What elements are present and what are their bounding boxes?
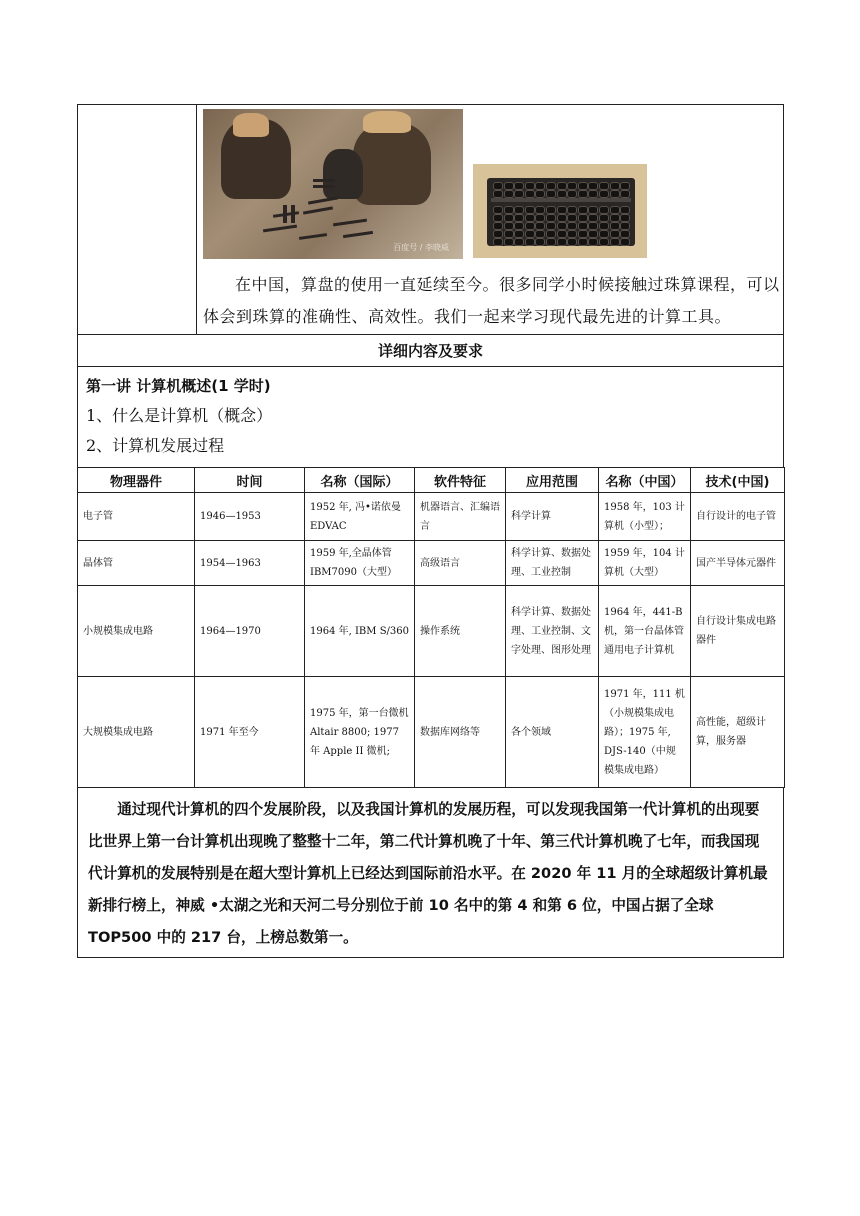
abacus-bead (525, 206, 535, 214)
abacus-bead (514, 206, 524, 214)
abacus-bead (557, 222, 567, 230)
table-header-cell: 名称（国际） (305, 468, 415, 493)
abacus-bead (525, 214, 535, 222)
table-cell: 1954—1963 (195, 541, 305, 586)
abacus-bead (557, 230, 567, 238)
abacus-bead (493, 206, 503, 214)
abacus-bead (535, 214, 545, 222)
abacus-bead (557, 206, 567, 214)
table-cell: 各个领域 (506, 677, 599, 788)
abacus-bead (557, 238, 567, 246)
abacus-bead (493, 182, 503, 190)
abacus-bead (588, 230, 598, 238)
abacus-bead (620, 238, 630, 246)
table-header-cell: 时间 (195, 468, 305, 493)
abacus-bead (578, 230, 588, 238)
table-cell: 科学计算、数据处理、工业控制 (506, 541, 599, 586)
intro-left-cell (78, 105, 197, 334)
table-cell: 自行设计的电子管 (691, 493, 785, 541)
abacus-bead (546, 222, 556, 230)
abacus-bead (610, 222, 620, 230)
abacus-bead (557, 182, 567, 190)
abacus-bead (535, 206, 545, 214)
summary-block (77, 787, 784, 958)
abacus-bead (567, 222, 577, 230)
abacus-bead (588, 214, 598, 222)
table-header-cell: 技术(中国) (691, 468, 785, 493)
document-frame (77, 104, 784, 958)
abacus-bead (493, 190, 503, 198)
abacus-bead (546, 214, 556, 222)
abacus-bead (514, 222, 524, 230)
abacus-bead (610, 190, 620, 198)
intro-row (77, 104, 784, 335)
table-header-cell: 应用范围 (506, 468, 599, 493)
table-cell: 1971 年至今 (195, 677, 305, 788)
table-cell: 1959 年,全晶体管 IBM7090（大型） (305, 541, 415, 586)
abacus-bead (588, 222, 598, 230)
abacus-bead (610, 238, 620, 246)
abacus-bead (535, 230, 545, 238)
abacus-bead (578, 222, 588, 230)
abacus-bead (504, 206, 514, 214)
abacus-bead (557, 190, 567, 198)
abacus-bead (525, 222, 535, 230)
table-cell: 1964 年，441-B 机，第一台晶体管通用电子计算机 (599, 586, 691, 677)
abacus-bead (546, 190, 556, 198)
abacus-bead (504, 190, 514, 198)
computer-history-table (77, 467, 785, 788)
abacus-bead (567, 214, 577, 222)
abacus-bead (599, 206, 609, 214)
abacus-bead (525, 182, 535, 190)
table-cell: 自行设计集成电路器件 (691, 586, 785, 677)
abacus-bead (620, 222, 630, 230)
abacus-bead (525, 230, 535, 238)
abacus-bead (546, 230, 556, 238)
abacus-bead (557, 214, 567, 222)
table-cell: 国产半导体元器件 (691, 541, 785, 586)
abacus-bead (578, 182, 588, 190)
abacus-bead (493, 238, 503, 246)
lecture-item-2: 2、计算机发展过程 (86, 436, 225, 455)
abacus-bead (578, 238, 588, 246)
abacus-bead (620, 190, 630, 198)
abacus-bead (599, 182, 609, 190)
table-cell: 小规模集成电路 (78, 586, 195, 677)
abacus-bead (546, 238, 556, 246)
abacus-bead (610, 230, 620, 238)
table-cell: 1952 年, 冯•诺依曼 EDVAC (305, 493, 415, 541)
lecture-title: 第一讲 计算机概述(1 学时) (86, 377, 271, 395)
abacus-bead (546, 182, 556, 190)
lecture-item-1: 1、什么是计算机（概念） (86, 406, 273, 425)
abacus-bead (504, 214, 514, 222)
table-cell: 科学计算 (506, 493, 599, 541)
abacus-bead (525, 238, 535, 246)
abacus-bead (599, 222, 609, 230)
abacus-bead (588, 190, 598, 198)
abacus-bead (504, 182, 514, 190)
abacus-bead (535, 190, 545, 198)
table-row (78, 493, 785, 541)
summary-paragraph: 通过现代计算机的四个发展阶段，以及我国计算机的发展历程，可以发现我国第一代计算机的出现要比世界上第一台计算机出现晚了整整十二年，第二代计算机晚了十年、第三代计算机晚了七年，而我国现代计算机的发展特别是在超大型计算机上已经达到国际前沿水平。在 2020 年 11 月的全球超级计算机最新排行榜上，神威 •太湖之光和天河二号分别位于前 10 名中的第 4 和第 6 位，中国占据了全球 TOP500 中的 217 台，上榜总数第一。 (88, 801, 768, 946)
table-cell: 晶体管 (78, 541, 195, 586)
abacus-image (473, 164, 647, 258)
abacus-bead (514, 182, 524, 190)
abacus-bead (620, 182, 630, 190)
abacus-bead (599, 230, 609, 238)
lecture-block (77, 367, 784, 468)
table-header-row (78, 468, 785, 493)
abacus-bead (546, 206, 556, 214)
abacus-bead (567, 190, 577, 198)
table-cell: 高级语言 (415, 541, 506, 586)
abacus-bead (567, 238, 577, 246)
table-cell: 1958 年，103 计算机（小型）； (599, 493, 691, 541)
table-cell: 机器语言、汇编语言 (415, 493, 506, 541)
abacus-bead (578, 190, 588, 198)
table-header-cell: 名称（中国） (599, 468, 691, 493)
abacus-bead (504, 230, 514, 238)
table-cell: 1946—1953 (195, 493, 305, 541)
abacus-bead (578, 206, 588, 214)
abacus-bead (588, 182, 598, 190)
abacus-bead (588, 206, 598, 214)
ancient-counting-rods-image (203, 109, 463, 259)
abacus-icon (487, 178, 635, 246)
abacus-bead (535, 182, 545, 190)
abacus-bead (610, 206, 620, 214)
abacus-bead (493, 230, 503, 238)
table-cell: 1975 年，第一台微机 Altair 8800; 1977 年 Apple II 微机; (305, 677, 415, 788)
abacus-bead (567, 230, 577, 238)
abacus-bead (578, 214, 588, 222)
abacus-bead (620, 206, 630, 214)
abacus-bead (535, 222, 545, 230)
abacus-bead (514, 214, 524, 222)
abacus-bead (567, 182, 577, 190)
abacus-bead (514, 238, 524, 246)
abacus-bead (567, 206, 577, 214)
abacus-bead (514, 230, 524, 238)
table-row (78, 677, 785, 788)
abacus-bead (610, 182, 620, 190)
abacus-bead (535, 238, 545, 246)
table-header-cell: 物理器件 (78, 468, 195, 493)
table-cell: 1959 年，104 计算机（大型） (599, 541, 691, 586)
intro-paragraph: 在中国，算盘的使用一直延续至今。很多同学小时候接触过珠算课程，可以体会到珠算的准确性、高效性。我们一起来学习现代最先进的计算工具。 (203, 275, 780, 326)
abacus-bead (588, 238, 598, 246)
abacus-bead (620, 230, 630, 238)
section-heading: 详细内容及要求 (77, 335, 784, 367)
table-row (78, 541, 785, 586)
abacus-bead (504, 222, 514, 230)
table-cell: 1964—1970 (195, 586, 305, 677)
abacus-bead (599, 214, 609, 222)
table-cell: 大规模集成电路 (78, 677, 195, 788)
abacus-bead (525, 190, 535, 198)
abacus-bead (514, 190, 524, 198)
abacus-bead (610, 214, 620, 222)
table-cell: 操作系统 (415, 586, 506, 677)
abacus-bead (493, 222, 503, 230)
abacus-bead (493, 214, 503, 222)
intro-right-cell (197, 105, 783, 334)
table-cell: 1964 年, IBM S/360 (305, 586, 415, 677)
abacus-bead (504, 238, 514, 246)
table-cell: 科学计算、数据处理、工业控制、文字处理、图形处理 (506, 586, 599, 677)
table-cell: 高性能，超级计算，服务器 (691, 677, 785, 788)
table-cell: 1971 年，111 机（小规模集成电路）；1975 年, DJS-140（中规模集成电路） (599, 677, 691, 788)
table-cell: 电子管 (78, 493, 195, 541)
image-watermark: 百度号 / 李晓威 (393, 243, 449, 252)
table-row (78, 586, 785, 677)
table-header-cell: 软件特征 (415, 468, 506, 493)
abacus-bead (620, 214, 630, 222)
table-cell: 数据库网络等 (415, 677, 506, 788)
abacus-bead (599, 238, 609, 246)
abacus-bead (599, 190, 609, 198)
